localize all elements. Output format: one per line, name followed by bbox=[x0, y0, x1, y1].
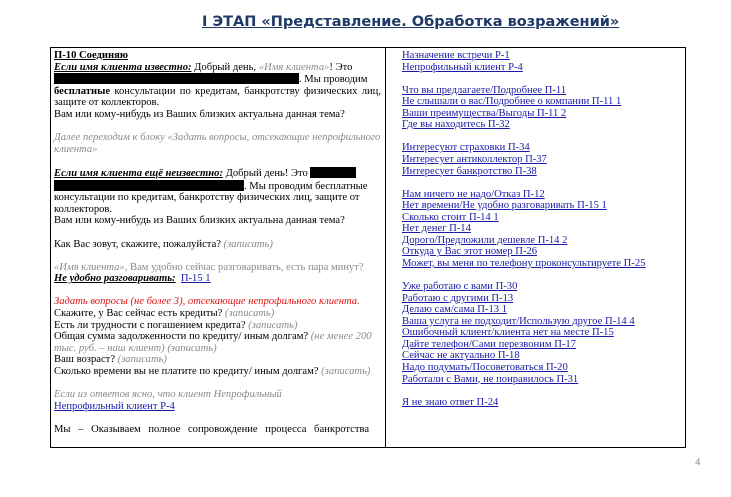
free-bold: бесплатные bbox=[54, 85, 111, 97]
filter-instruction: Задать вопросы (не более 3), отсекающие непрофильного клиента. bbox=[54, 296, 360, 308]
client-name-placeholder: «Имя клиента» bbox=[54, 261, 125, 273]
record-note: (записать) bbox=[223, 238, 273, 250]
record-note: (записать) bbox=[117, 354, 167, 366]
objection-link[interactable]: Дорого/Предложили дешевле П-14 2 bbox=[402, 234, 568, 246]
known-header: Если имя клиента известно: bbox=[54, 61, 192, 73]
script-column bbox=[54, 50, 381, 436]
objection-link[interactable]: Интересуют страховки П-34 bbox=[402, 142, 530, 154]
question-age: Ваш возраст? bbox=[54, 354, 118, 366]
objection-link[interactable]: Где вы находитесь П-32 bbox=[402, 119, 510, 131]
next-block-note: Далее переходим к блоку «Задать вопросы, отсекающие непрофильного клиента» bbox=[54, 132, 381, 155]
question-credits: Скажите, у Вас сейчас есть кредиты? bbox=[54, 308, 225, 320]
ask-name: Как Вас зовут, скажите, пожалуйста? bbox=[54, 238, 224, 250]
greeting-text: Добрый день, bbox=[191, 61, 259, 73]
objection-link[interactable]: Сколько стоит П-14 1 bbox=[402, 211, 499, 223]
question-difficulty: Есть ли трудности с погашением кредита? bbox=[54, 319, 249, 331]
objection-link[interactable]: Назначение встречи Р-1 bbox=[402, 50, 510, 61]
closing-text: Мы – Оказываем полное сопровождение процесса банкротства bbox=[54, 424, 370, 435]
objection-link[interactable]: Уже работаю с вами П-30 bbox=[402, 281, 518, 293]
not-convenient-link[interactable]: П-15 1 bbox=[180, 273, 211, 285]
question-relevant: Вам или кому-нибудь из Ваших близких актуальна данная тема? bbox=[54, 108, 345, 120]
convenient-question: , Вам удобно сейчас разговаривать, есть пара минут? bbox=[124, 261, 364, 273]
record-note: (записать) bbox=[167, 342, 217, 354]
column-divider bbox=[385, 48, 386, 447]
redacted-block bbox=[310, 167, 356, 178]
record-note: (записать) bbox=[321, 366, 371, 378]
offer-text: . Мы проводим bbox=[299, 74, 368, 86]
unknown-offer: . Мы проводим бесплатные консультации по кредитам, банкротству физических лиц, защите от коллекторов. bbox=[54, 180, 368, 215]
consult-paragraph bbox=[54, 86, 381, 109]
objection-link[interactable]: Нет денег П-14 bbox=[402, 223, 471, 235]
objection-link[interactable]: Работаю с другими П-13 bbox=[402, 292, 514, 304]
objection-link[interactable]: Не слышали о вас/Подробнее о компании П-11 1 bbox=[402, 96, 622, 108]
objection-link[interactable]: Дайте телефон/Сами перезвоним П-17 bbox=[402, 338, 576, 350]
nonprofile-link[interactable]: Непрофильный клиент Р-4 bbox=[54, 400, 175, 412]
client-name-placeholder: «Имя клиента» bbox=[258, 61, 330, 73]
not-convenient-label: Не удобно разговаривать: bbox=[54, 273, 176, 285]
question-unpaid: Сколько времени вы не платите по кредиту/ иным долгам? bbox=[54, 366, 322, 378]
objection-link[interactable]: Нам ничего не надо/Отказ П-12 bbox=[402, 188, 545, 200]
objection-link[interactable]: Ваша услуга не подходит/Использую другое П-14 4 bbox=[402, 315, 635, 327]
script-table bbox=[50, 47, 686, 448]
known-greeting bbox=[54, 62, 381, 74]
objection-link[interactable]: Я не знаю ответ П-24 bbox=[402, 396, 499, 408]
objection-link[interactable]: Ваши преимущества/Выгоды П-11 2 bbox=[402, 107, 567, 119]
page-number: 4 bbox=[695, 458, 701, 468]
question-debt: Общая сумма задолженности по кредиту/ иным долгам? bbox=[54, 331, 311, 343]
objection-link[interactable]: Надо подумать/Посоветоваться П-20 bbox=[402, 361, 568, 373]
step-label: П-10 Соединяю bbox=[54, 50, 128, 61]
objection-link[interactable]: Интересует антиколлектор П-37 bbox=[402, 154, 547, 166]
objection-link[interactable]: Ошибочный клиент/клиента нет на месте П-15 bbox=[402, 327, 614, 339]
redacted-block bbox=[54, 180, 244, 191]
question-relevant-2: Вам или кому-нибудь из Ваших близких актуальна данная тема? bbox=[54, 215, 345, 227]
this-text: ! Это bbox=[329, 61, 353, 73]
page-title: I ЭТАП «Представление. Обработка возражений» bbox=[202, 14, 620, 30]
objections-column bbox=[402, 50, 682, 408]
objection-link[interactable]: Что вы предлагаете/Подробнее П-11 bbox=[402, 84, 567, 96]
unknown-greeting: Добрый день! Это bbox=[222, 167, 308, 179]
objection-link[interactable]: Интересует банкротство П-38 bbox=[402, 165, 537, 177]
record-note: (записать) bbox=[248, 319, 298, 331]
objection-link[interactable]: Нет времени/Не удобно разговаривать П-15 1 bbox=[402, 200, 607, 212]
objection-link[interactable]: Откуда у Вас этот номер П-26 bbox=[402, 246, 538, 258]
objection-link[interactable]: Работали с Вами, не понравилось П-31 bbox=[402, 373, 579, 385]
debt-note: (не менее 200 тыс. руб. – наш клиент) bbox=[54, 331, 372, 354]
record-note: (записать) bbox=[224, 308, 275, 320]
objection-link[interactable]: Непрофильный клиент Р-4 bbox=[402, 61, 523, 73]
consult-text: консультации по кредитам, банкротству физических лиц, защите от коллекторов. bbox=[54, 85, 381, 109]
if-nonprofile-note: Если из ответов ясно, что клиент Непрофильный bbox=[54, 389, 282, 401]
redacted-block bbox=[54, 73, 299, 84]
objection-link[interactable]: Может, вы меня по телефону проконсультируете П-25 bbox=[402, 257, 646, 269]
objection-link[interactable]: Делаю сам/сама П-13 1 bbox=[402, 304, 508, 316]
objection-link[interactable]: Сейчас не актуально П-18 bbox=[402, 350, 520, 362]
unknown-header: Если имя клиента ещё неизвестно: bbox=[54, 167, 223, 179]
